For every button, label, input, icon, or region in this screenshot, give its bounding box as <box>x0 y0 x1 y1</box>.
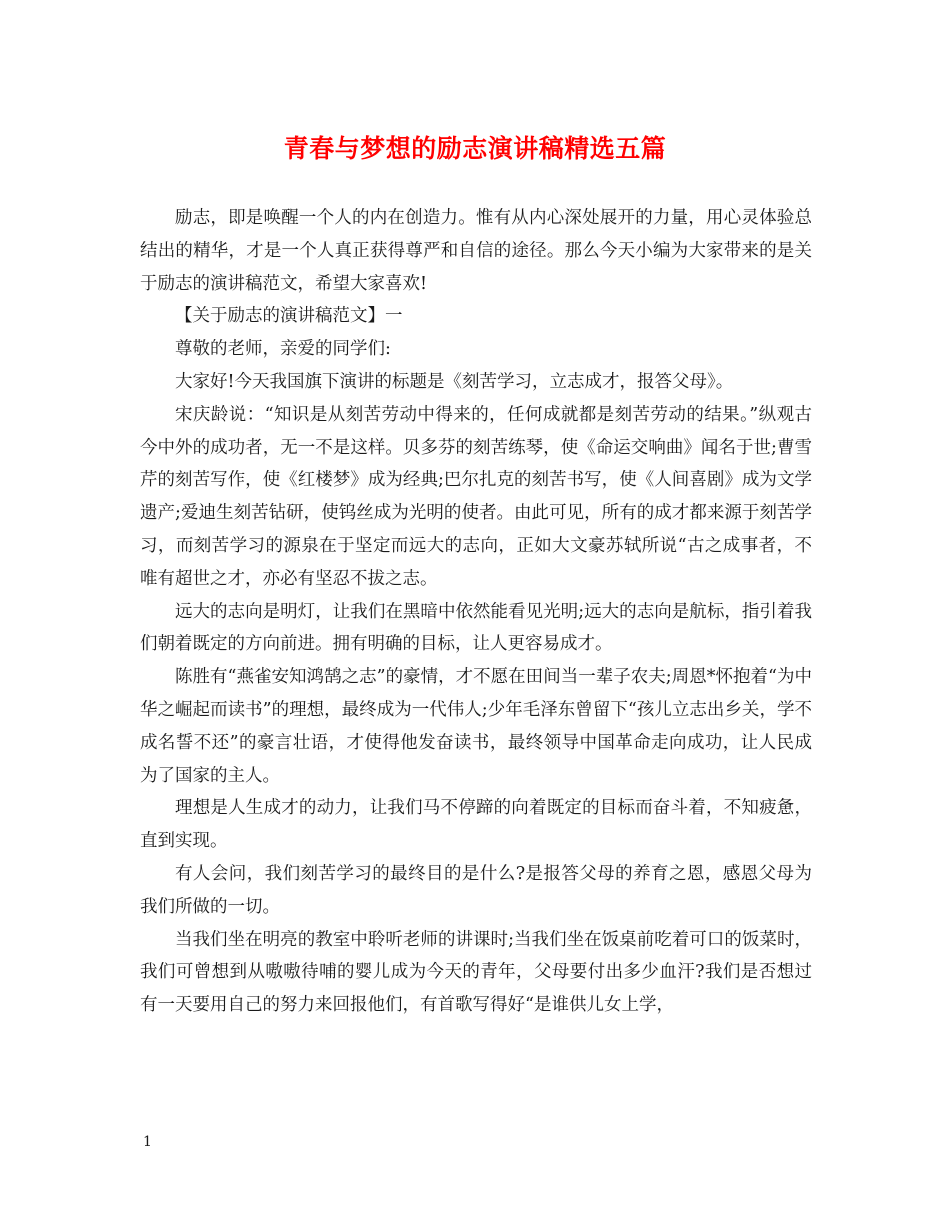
document-title: 青春与梦想的励志演讲稿精选五篇 <box>283 134 667 163</box>
paragraph-parents: 当我们坐在明亮的教室中聆听老师的讲课时;当我们坐在饭桌前吃着可口的饭菜时，我们可曾想到从嗷嗷待哺的婴儿成为今天的青年，父母要付出多少血汗?我们是否想过有一天要用自己的努力来回报他们，有首歌写得好“是谁供儿女上学， <box>140 929 812 1016</box>
paragraph-ideal: 理想是人生成才的动力，让我们马不停蹄的向着既定的目标而奋斗着，不知疲惫，直到实现。 <box>140 798 812 852</box>
paragraph-intro: 励志，即是唤醒一个人的内在创造力。惟有从内心深处展开的力量，用心灵体验总结出的精华，才是一个人真正获得尊严和自信的途径。那么今天小编为大家带来的是关于励志的演讲稿范文，希望大家喜欢! <box>140 208 812 294</box>
paragraph-examples: 陈胜有“燕雀安知鸿鹄之志”的豪情，才不愿在田间当一辈子农夫;周恩*怀抱着“为中华之崛起而读书”的理想，最终成为一代伟人;少年毛泽东曾留下“孩儿立志出乡关，学不成名誓不还”的豪言壮语，才使得他发奋读书，最终领导中国革命走向成功，让人民成为了国家的主人。 <box>140 667 812 786</box>
paragraph-quote: 宋庆龄说：“知识是从刻苦劳动中得来的，任何成就都是刻苦劳动的结果。”纵观古今中外的成功者，无一不是这样。贝多芬的刻苦练琴，使《命运交响曲》闻名于世;曹雪芹的刻苦写作，使《红楼梦》成为经典;巴尔扎克的刻苦书写，使《人间喜剧》成为文学遗产;爱迪生刻苦钻研，使钨丝成为光明的使者。由此可见，所有的成才都来源于刻苦学习，而刻苦学习的源泉在于坚定而远大的志向，正如大文豪苏轼所说“古之成事者，不唯有超世之才，亦必有坚忍不拔之志。 <box>140 404 812 589</box>
paragraph-question: 有人会问，我们刻苦学习的最终目的是什么?是报答父母的养育之恩，感恩父母为我们所做的一切。 <box>140 863 812 917</box>
paragraph-section-heading: 【关于励志的演讲稿范文】一 <box>175 306 403 327</box>
paragraph-opening: 大家好!今天我国旗下演讲的标题是《刻苦学习，立志成才，报答父母》。 <box>175 371 734 392</box>
page-number: 1 <box>143 1134 152 1150</box>
paragraph-ambition: 远大的志向是明灯，让我们在黑暗中依然能看见光明;远大的志向是航标，指引着我们朝着既定的方向前进。拥有明确的目标，让人更容易成才。 <box>140 601 812 655</box>
document-body <box>140 202 812 1022</box>
paragraph-greeting: 尊敬的老师，亲爱的同学们: <box>175 339 391 360</box>
